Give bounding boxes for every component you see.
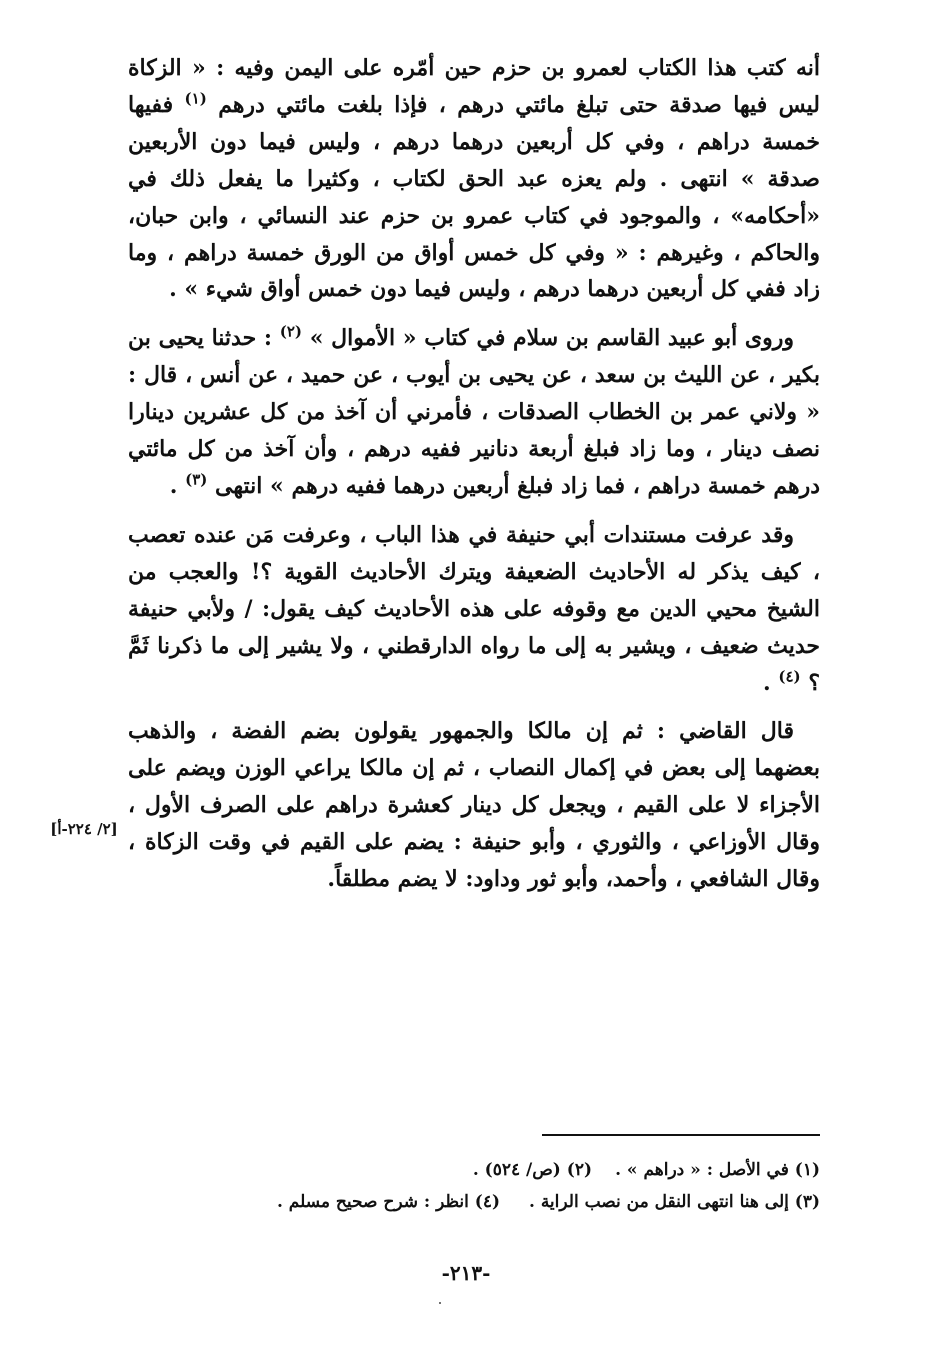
footnote-row-1 bbox=[128, 1154, 820, 1186]
footnote-ref-3[interactable]: (٣) bbox=[185, 470, 208, 489]
footnote-3: (٣) إلى هنا انتهى النقل من نصب الراية . bbox=[528, 1192, 820, 1212]
paragraph-1: أنه كتب هذا الكتاب لعمرو بن حزم حين أمّره على اليمن وفيه : « الزكاة ليس فيها صدقة حتى تبلغ مائتي درهم ، فإذا بلغت مائتي درهم $^{(١)}$ ففيها خمسة دراهم ، وفي كل أربعين درهما درهم ، وليس فيما دون الأربعين صدقة » انتهى . ولم يعزه عبد الحق لكتاب ، وكثيرا ما يفعل ذلك في «أحكامه» ، والموجود في كتاب عمرو بن حزم عند النسائي ، وابن حبان، والحاكم ، وغيرهم : « وفي كل خمس أواق من الورق خمسة دراهم ، وما زاد ففي كل أربعين درهما درهم ، وليس فيما دون خمس أواق شيء » . bbox=[128, 55, 820, 303]
paragraph-2: وروى أبو عبيد القاسم بن سلام في كتاب « الأموال » $^{(٢)}$ : حدثنا يحيى بن بكير ، عن الليث بن سعد ، عن يحيى بن أيوب ، عن حميد ، عن أنس ، قال : « ولاني عمر بن الخطاب الصدقات ، فأمرني أن آخذ من كل عشرين دينارا نصف دينار ، وما زاد فبلغ أربعة دنانير ففيه درهم ، وأن آخذ من كل مائتي درهم خمسة دراهم ، فما زاد فبلغ أربعين درهما ففيه درهم » انتهى $^{(٣)}$ . bbox=[128, 323, 820, 499]
footnote-2: (٢) (ص/ ٥٢٤) . bbox=[472, 1160, 592, 1180]
footnotes bbox=[128, 1154, 820, 1218]
footnote-ref-4[interactable]: (٤) bbox=[778, 667, 801, 686]
footnote-1: (١) في الأصل : « دراهم » . bbox=[615, 1160, 820, 1180]
page-number: -٢١٣- bbox=[441, 1261, 491, 1285]
scan-speck bbox=[439, 1302, 441, 1304]
main-text bbox=[128, 50, 820, 912]
footnote-separator bbox=[542, 1134, 820, 1136]
footnote-4: (٤) انظر : شرح صحيح مسلم . bbox=[276, 1192, 500, 1212]
footnote-ref-1[interactable]: (١) bbox=[184, 89, 207, 108]
paragraph-4: قال القاضي : ثم إن مالكا والجمهور يقولون بضم الفضة ، والذهب بعضهما إلى بعض في إكمال النصاب ، ثم إن مالكا يراعي الوزن ويضم على الأجزاء لا على القيم ، ويجعل كل دينار كعشرة دراهم على الصرف الأول ، وقال الأوزاعي ، والثوري ، وأبو حنيفة : يضم على القيم في وقت الزكاة ، وقال الشافعي ، وأحمد، وأبو ثور وداود: لا يضم مطلقاً. bbox=[128, 718, 821, 893]
paragraph-3: وقد عرفت مستندات أبي حنيفة في هذا الباب ، وعرفت مَن عنده تعصب ، كيف يذكر له الأحاديث الضعيفة ويترك الأحاديث القوية ؟! والعجب من الشيخ محيي الدين مع وقوفه على هذه الأحاديث كيف يقول: / ولأبي حنيفة حديث ضعيف ، ويشير به إلى ما رواه الدارقطني ، ولا يشير إلى ما ذكرنا ثَمَّ ؟ $^{(٤)}$ . bbox=[128, 521, 820, 696]
footnote-ref-2[interactable]: (٢) bbox=[279, 323, 303, 342]
margin-page-marker: [٢/ ٢٢٤-أ] bbox=[50, 820, 118, 838]
footnote-row-2 bbox=[128, 1186, 820, 1218]
